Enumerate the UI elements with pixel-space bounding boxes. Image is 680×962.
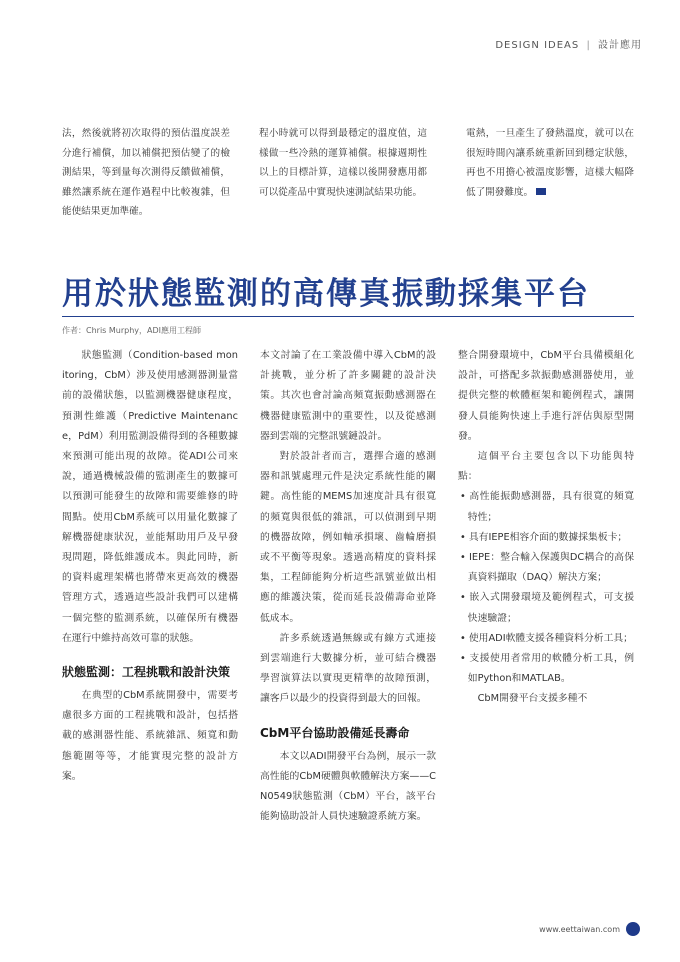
tail-column-2: 程小時就可以得到最穩定的溫度值，這樣做一些冷熱的運算補償。根據週期性以上的目標計算，這樣以後開發應用都可以從產品中實現快速測試結果功能。 [259,128,427,198]
paragraph: 許多系統透過無線或有線方式連接到雲端進行大數據分析，並可結合機器學習演算法以實現更精準的故障預測，讓客戶以最少的投資得到最大的回報。 [260,632,436,705]
section-label: DESIGN IDEAS [495,40,580,51]
list-item: • 使用ADI軟體支援各種資料分析工具； [458,629,634,649]
paragraph: 本文討論了在工業設備中導入CbM的設計挑戰，並分析了許多關鍵的設計決策。其次也會討論高頻寬振動感測器在機器健康監測中的重要性，以及從感測器到雲端的完整訊號鏈設計。 [260,350,436,442]
category-label: 設計應用 [598,40,642,51]
page-marker-icon [626,922,640,936]
paragraph: 狀態監測（Condition-based monitoring，CbM）涉及使用感測器測量當前的設備狀態，以監測機器健康程度，預測性維護（Predictive Maintenance，PdM）利用監測設備得到的各種數據來預測可能出現的故障。從ADI公司來說，通過機械設備的監測產生的數據可以預測可能發生的故障和需要維修的時間點。使用CbM系統可以用量化數據了解機器健康狀況，並能幫助用戶及早發現問題，降低維護成本。與此同時，新的資料處理架構也將帶來更高效的機器管理方式，透過這些設計我們可以建構一個完整的監測系統，以確保所有機器在運行中維持高效可靠的狀態。 [62,350,238,644]
end-of-article-icon [536,188,546,195]
paragraph: 這個平台主要包含以下功能與特點： [458,451,634,483]
byline: 作者：Chris Murphy，ADI應用工程師 [62,326,202,335]
paragraph: 對於設計者而言，選擇合適的感測器和訊號處理元件是決定系統性能的關鍵。高性能的MEMS加速度計具有很寬的頻寬與很低的雜訊，可以偵測到早期的機器故障，例如軸承損壞、齒輪磨損或不平衡等現象。透過高精度的資料採集，工程師能夠分析這些訊號並做出相應的維護決策，從而延長設備壽命並降低成本。 [260,451,436,624]
tail-column-1: 法，然後就將初次取得的預估溫度誤差分進行補償，加以補償把預估變了的檢測結果，等到量每次測得反饋做補償，雖然讓系統在運作過程中比較複雜，但能使結果更加準確。 [62,128,230,217]
list-item: • 具有IEPE相容介面的數據採集板卡； [458,528,634,548]
article-column-2 [260,346,436,827]
paragraph: 本文以ADI開發平台為例，展示一款高性能的CbM硬體與軟體解決方案——CN0549狀態監測（CbM）平台，該平台能夠協助設計人員快速驗證系統方案。 [260,750,436,823]
article-title: 用於狀態監測的高傳真振動採集平台 [62,276,590,312]
list-item: • 嵌入式開發環境及範例程式，可支援快速驗證； [458,588,634,628]
list-item: • 高性能振動感測器，具有很寬的頻寬特性； [458,487,634,527]
tail-column-3 [466,124,634,202]
article-column-3 [458,346,634,710]
section-heading: 狀態監測：工程挑戰和設計決策 [62,665,231,680]
title-rule [62,316,634,317]
article-column-1 [62,346,238,787]
paragraph: 在典型的CbM系統開發中，需要考慮很多方面的工程挑戰和設計，包括搭載的感測器性能、系統雜訊、頻寬和動態範圍等等，才能實現完整的設計方案。 [62,690,238,782]
header-separator: | [586,40,591,51]
tail-column-3-text: 電熱，一旦產生了發熱溫度，就可以在很短時間內讓系統重新回到穩定狀態，再也不用擔心被溫度影響，這樣大幅降低了開發難度。 [466,128,634,198]
section-heading: CbM平台協助設備延長壽命 [260,725,410,740]
paragraph: 整合開發環境中，CbM平台具備模組化設計，可搭配多款振動感測器使用，並提供完整的軟體框架和範例程式，讓開發人員能夠快速上手進行評估與原型開發。 [458,350,634,442]
list-item: • IEPE：整合輸入保護與DC耦合的高保真資料擷取（DAQ）解決方案； [458,548,634,588]
footer-url: www.eettaiwan.com [539,924,620,934]
list-item: • 支援使用者常用的軟體分析工具，例如Python和MATLAB。 [458,649,634,689]
paragraph: CbM開發平台支援多種不 [477,693,588,705]
running-header [495,36,642,51]
previous-article-tail [62,124,634,217]
page-footer [539,922,640,936]
